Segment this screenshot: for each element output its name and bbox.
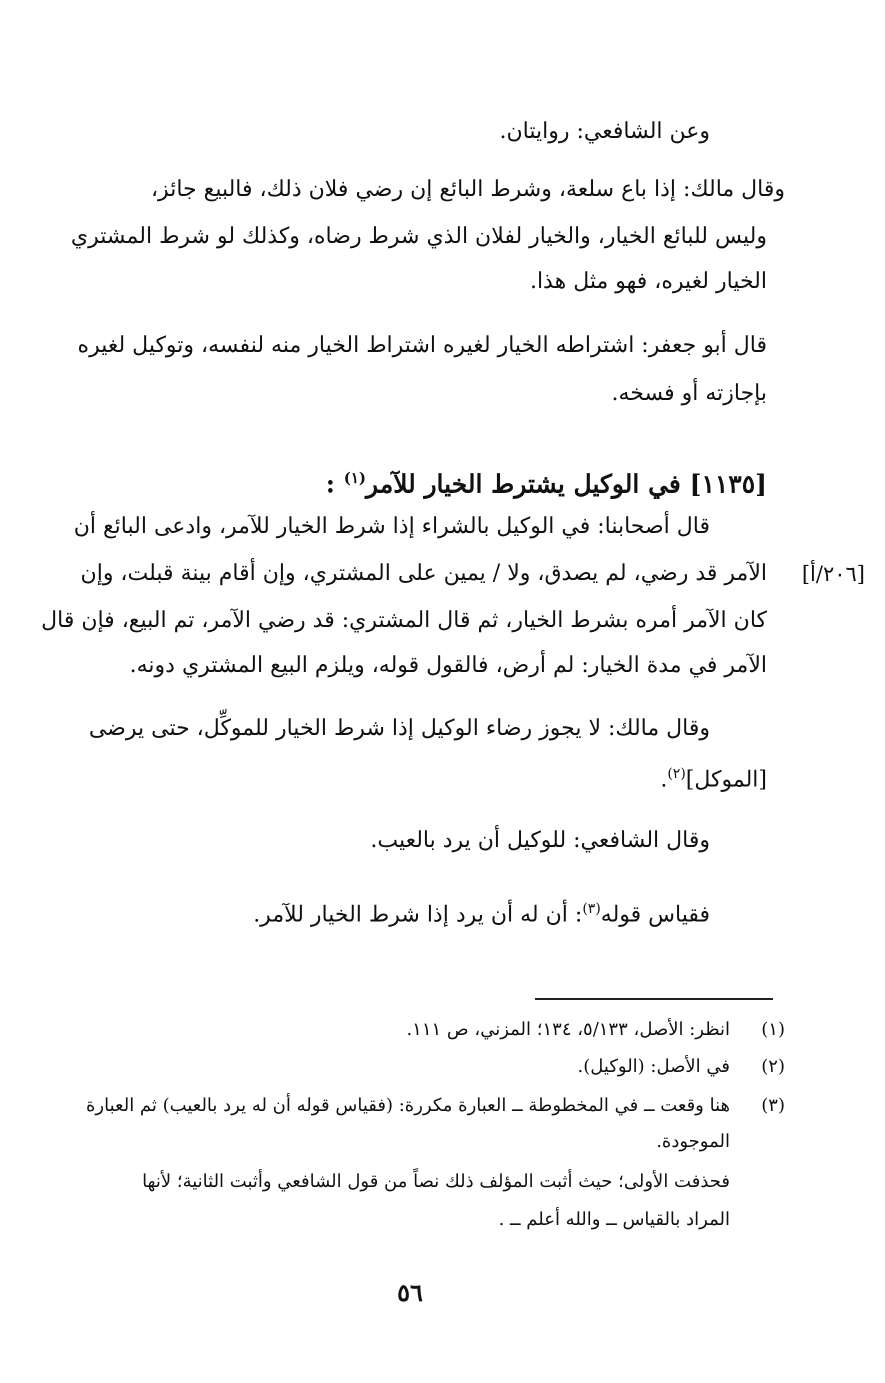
paragraph-line: وقال مالك: لا يجوز رضاء الوكيل إذا شرط الخيار للموكِّل، حتى يرضى — [88, 716, 710, 741]
paragraph-line: وقال مالك: إذا باع سلعة، وشرط البائع إن رضي فلان ذلك، فالبيع جائز، — [150, 177, 785, 202]
paragraph-line: الآمر في مدة الخيار: لم أرض، فالقول قوله، ويلزم البيع المشتري دونه. — [129, 653, 767, 678]
footnote-separator — [535, 998, 773, 1000]
footnote-line: المراد بالقياس ــ والله أعلم ــ . — [498, 1209, 730, 1230]
heading-title: في الوكيل يشترط الخيار للآمر — [366, 469, 681, 499]
paragraph-line: وقال الشافعي: للوكيل أن يرد بالعيب. — [370, 828, 710, 853]
paragraph-line — [660, 759, 767, 795]
heading-number: [١١٣٥] — [689, 469, 767, 499]
paragraph-line: قال أبو جعفر: اشتراطه الخيار لغيره اشتراط الخيار منه لنفسه، وتوكيل لغيره — [77, 333, 767, 358]
footnote-line: فحذفت الأولى؛ حيث أثبت المؤلف ذلك نصاً من قول الشافعي وأثبت الثانية؛ لأنها — [142, 1171, 730, 1192]
footnote-marker: (١) — [343, 469, 367, 487]
footnote-line: هنا وقعت ــ في المخطوطة ــ العبارة مكررة: (فقياس قوله أن له يرد بالعيب) ثم العبارة — [85, 1095, 730, 1116]
paragraph-text: [الموكل] — [685, 767, 767, 793]
paragraph-line: الخيار لغيره، فهو مثل هذا. — [529, 269, 767, 294]
paragraph-text: فقياس قوله — [600, 902, 710, 928]
paragraph-text: : أن له أن يرد إذا شرط الخيار للآمر. — [253, 902, 583, 928]
paragraph-end: . — [660, 767, 668, 793]
footnote-line: الموجودة. — [656, 1131, 730, 1152]
footnote-line: انظر: الأصل، ٥/١٣٣، ١٣٤؛ المزني، ص ١١١. — [406, 1019, 730, 1040]
paragraph-line: الآمر قد رضي، لم يصدق، ولا / يمين على المشتري، وإن أقام بينة قبلت، وإن — [80, 561, 767, 586]
section-heading — [326, 463, 767, 499]
heading-colon: : — [325, 469, 336, 499]
paragraph-line: كان الآمر أمره بشرط الخيار، ثم قال المشتري: قد رضي الآمر، تم البيع، فإن قال — [41, 608, 767, 633]
footnote-marker: (٣) — [582, 901, 601, 917]
paragraph-line — [253, 894, 710, 930]
footnote-number: (١) — [761, 1019, 785, 1040]
footnote-number: (٣) — [761, 1095, 785, 1116]
footnote-marker: (٢) — [667, 766, 686, 782]
paragraph-line: وعن الشافعي: روايتان. — [499, 119, 710, 144]
manuscript-folio-ref: [٢٠٦/أ] — [801, 562, 865, 586]
footnote-line: في الأصل: (الوكيل). — [577, 1056, 730, 1077]
page-number: ٥٦ — [397, 1278, 423, 1307]
paragraph-line: قال أصحابنا: في الوكيل بالشراء إذا شرط الخيار للآمر، وادعى البائع أن — [73, 514, 710, 539]
footnote-number: (٢) — [761, 1056, 785, 1077]
paragraph-line: وليس للبائع الخيار، والخيار لفلان الذي شرط رضاه، وكذلك لو شرط المشتري — [70, 224, 767, 249]
paragraph-line: بإجازته أو فسخه. — [611, 381, 767, 406]
